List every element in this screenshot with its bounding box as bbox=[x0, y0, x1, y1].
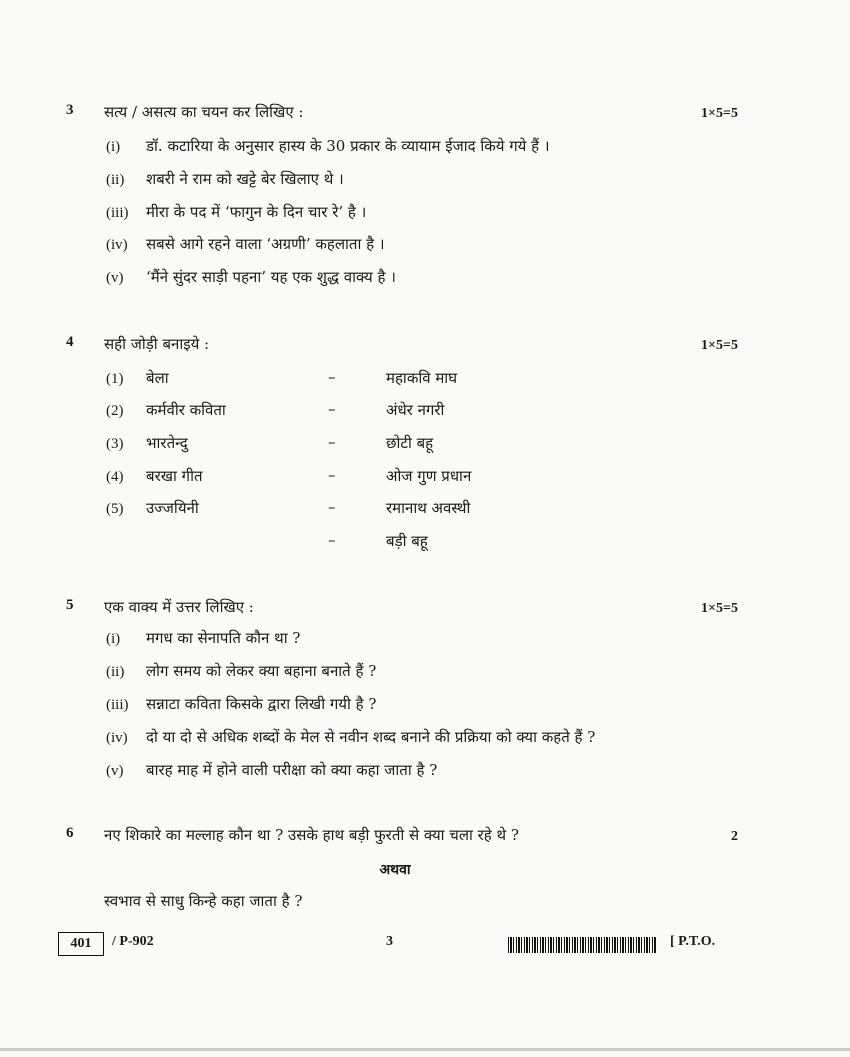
q4-right-item: ओज गुण प्रधान bbox=[386, 467, 472, 485]
q5-item: (ii) लोग समय को लेकर क्या बहाना बनाते हैं ? bbox=[106, 662, 377, 680]
barcode-graphic bbox=[508, 937, 656, 953]
question-4-number: 4 bbox=[66, 334, 74, 350]
q4-right-item: बड़ी बहू bbox=[386, 532, 428, 550]
page-number: 3 bbox=[386, 934, 393, 949]
question-4-marks: 1×5=5 bbox=[701, 338, 738, 353]
q4-right-item: रमानाथ अवस्थी bbox=[386, 499, 471, 517]
paper-number: / P-902 bbox=[112, 934, 154, 949]
q3-item: (ii) शबरी ने राम को खट्टे बेर खिलाए थे । bbox=[106, 170, 344, 188]
q3-item: (v) ‘मैंने सुंदर साड़ी पहना’ यह एक शुद्ध वाक्य है । bbox=[106, 268, 396, 286]
question-6-text: नए शिकारे का मल्लाह कौन था ? उसके हाथ बड़ी फुरती से क्या चला रहे थे ? bbox=[104, 826, 519, 844]
q5-item: (iii) सन्नाटा कविता किसके द्वारा लिखी गयी है ? bbox=[106, 695, 377, 713]
match-dash: – bbox=[328, 368, 336, 386]
question-5-title: एक वाक्य में उत्तर लिखिए : bbox=[104, 598, 254, 616]
match-dash: – bbox=[328, 466, 336, 484]
q5-item: (v) बारह माह में होने वाली परीक्षा को क्या कहा जाता है ? bbox=[106, 761, 438, 779]
question-3-number: 3 bbox=[66, 102, 74, 118]
question-6-alt-text: स्वभाव से साधु किन्हे कहा जाता है ? bbox=[104, 892, 303, 910]
q3-item: (i) डॉ. कटारिया के अनुसार हास्य के 30 प्रकार के व्यायाम ईजाद किये गये हैं । bbox=[106, 137, 550, 155]
question-6-number: 6 bbox=[66, 825, 74, 841]
match-dash: – bbox=[328, 433, 336, 451]
q4-left-item: (3) भारतेन्दु bbox=[106, 434, 188, 452]
q5-item: (iv) दो या दो से अधिक शब्दों के मेल से नवीन शब्द बनाने की प्रक्रिया को क्या कहते हैं ? bbox=[106, 728, 596, 746]
q4-right-item: महाकवि माघ bbox=[386, 369, 458, 387]
q4-right-item: अंधेर नगरी bbox=[386, 401, 445, 419]
q4-left-item: (4) बरखा गीत bbox=[106, 467, 203, 485]
q4-left-item: (2) कर्मवीर कविता bbox=[106, 401, 226, 419]
match-dash: – bbox=[328, 531, 336, 549]
q4-left-item: (5) उज्जयिनी bbox=[106, 499, 199, 517]
question-5-number: 5 bbox=[66, 597, 74, 613]
q4-right-item: छोटी बहू bbox=[386, 434, 434, 452]
match-dash: – bbox=[328, 400, 336, 418]
question-6-marks: 2 bbox=[731, 829, 738, 844]
q3-item: (iii) मीरा के पद में ‘फागुन के दिन चार रे’ है । bbox=[106, 203, 367, 221]
or-label: अथवा bbox=[379, 862, 411, 878]
question-4-title: सही जोड़ी बनाइये : bbox=[104, 335, 210, 353]
paper-code-box: 401 bbox=[58, 932, 104, 956]
q4-left-item: (1) बेला bbox=[106, 369, 169, 387]
pto-label: [ P.T.O. bbox=[670, 934, 716, 949]
question-3-marks: 1×5=5 bbox=[701, 106, 738, 121]
match-dash: – bbox=[328, 498, 336, 516]
question-5-marks: 1×5=5 bbox=[701, 601, 738, 616]
q5-item: (i) मगध का सेनापति कौन था ? bbox=[106, 629, 301, 647]
question-3-title: सत्य / असत्य का चयन कर लिखिए : bbox=[104, 103, 304, 121]
page-bottom-edge bbox=[0, 1048, 850, 1051]
q3-item: (iv) सबसे आगे रहने वाला ‘अग्रणी’ कहलाता है । bbox=[106, 235, 385, 253]
